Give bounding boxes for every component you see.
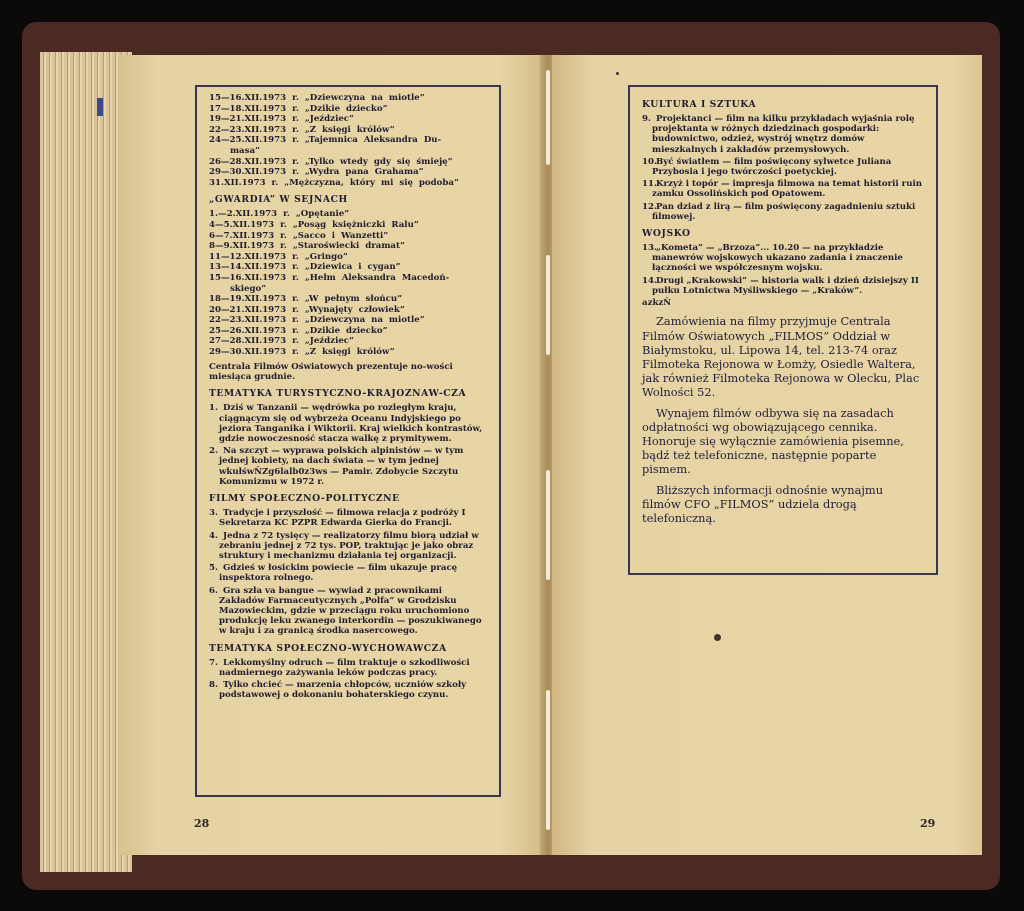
list-item: 31.XII.1973 r. „Mężczyzna, który mi się podoba” [209, 177, 459, 188]
social-heading: FILMY SPOŁECZNO-POLITYCZNE [209, 493, 400, 505]
entry-number: 8. [209, 679, 218, 690]
film-entry [209, 680, 487, 700]
entry-number: 7. [209, 657, 218, 668]
list-item: 29—30.XII.1973 r. „Z księgi królów” [209, 347, 395, 358]
entry-text: Być światłem — film poświęcony sylwetce Juliana Przybosia i jego twórczości poetyckiej. [652, 156, 892, 178]
list-item: 1.—2.XII.1973 r. „Opętanie” [209, 209, 350, 220]
education-heading: TEMATYKA SPOŁECZNO-WYCHOWAWCZA [209, 642, 447, 654]
list-item: 13—14.XII.1973 r. „Dziewica i cygan” [209, 262, 401, 273]
list-item: masa” [209, 145, 260, 156]
entry-text: Krzyż i topór — impresja filmowa na temat historii ruin zamku Ossolińskich pod Opatowem. [652, 179, 922, 200]
list-item: 8—9.XII.1973 r. „Staroświecki dramat” [209, 241, 405, 252]
entry-text: Gra szła va bangue — wywiad z pracownikami Zakładów Farmaceutycznych „Polfa” w Grodzisku Mazowieckim, gdzie w przeciągu roku uruchomiono produkcję leku zwanego interkordin — poszukiwanego w kraju i za granicą środka nasercowego. [219, 585, 482, 637]
entry-text: Pan dziad z lirą — film poświęcony zagadnieniu sztuki filmowej. [652, 201, 916, 222]
film-entry [209, 658, 487, 678]
entry-text: Jedna z 72 tysięcy — realizatorzy filmu biorą udział w zebraniu jednej z 72 tys. POP, traktując je jako obraz struktury i mechanizmu działania tej organizacji. [219, 530, 479, 561]
list-item: 22—23.XII.1973 r. „Z księgi królów” [209, 124, 395, 135]
film-entry [642, 276, 924, 296]
list-item: 20—21.XII.1973 r. „Wynajęty człowiek” [209, 304, 405, 315]
culture-heading: KULTURA I SZTUKA [642, 99, 757, 110]
film-entry [209, 531, 487, 562]
army-heading: WOJSKO [642, 228, 691, 240]
film-entry [642, 243, 924, 274]
entry-number: 10. [642, 156, 657, 167]
left-page-frame [195, 85, 501, 797]
screenings-list-a [209, 93, 487, 188]
film-entry [209, 446, 487, 487]
list-item: 6—7.XII.1973 r. „Sacco i Wanzetti” [209, 230, 389, 241]
film-entry [209, 508, 487, 528]
list-item: 18—19.XII.1973 r. „W pełnym słońcu” [209, 294, 403, 305]
entry-text: Tradycje i przyszłość — filmowa relacja z podróży I Sekretarza KC PZPR Edwarda Gierka do Francji. [219, 508, 466, 529]
order-paragraph: Wynajem filmów odbywa się na zasadach odpłatności wg obowiązującego cennika. Honoruje się wyłącznie zamówienia pisemne, bądź też telefoniczne, następnie poparte pismem. [642, 405, 904, 477]
tourism-heading: TEMATYKA TURYSTYCZNO-KRAJOZNAW-CZA [209, 388, 467, 400]
binding-stitch [546, 690, 550, 830]
right-page [552, 55, 982, 855]
film-entry [209, 586, 487, 637]
ink-spot [714, 634, 721, 641]
list-item: 11—12.XII.1973 r. „Gringo” [209, 251, 348, 262]
list-item: 19—21.XII.1973 r. „Jeździec” [209, 114, 354, 125]
entry-number: 12. [642, 201, 657, 212]
entry-text: Projektanci — film na kilku przykładach wyjaśnia rolę projektanta w różnych dziedzinach gospodarki: budownictwo, odzież, wystrój wnętrz domów mieszkalnych i zakładów przemysłowych. [652, 114, 915, 155]
list-item: 4—5.XII.1973 r. „Posąg księżniczki Ralu” [209, 219, 419, 230]
ink-spot [616, 72, 619, 75]
left-page [118, 55, 546, 855]
binding-stitch [546, 255, 550, 355]
list-item: 27—28.XII.1973 r. „Jeździec” [209, 336, 354, 347]
entry-number: 4. [209, 530, 218, 541]
gwardia-heading: „GWARDIA” W SEJNACH [209, 194, 348, 206]
list-item: 15—16.XII.1973 r. „Hełm Aleksandra Macedoń- [209, 272, 450, 283]
list-item: 29—30.XII.1973 r. „Wydra pana Grahama” [209, 167, 424, 178]
list-item: 25—26.XII.1973 r. „Dzikie dziecko” [209, 325, 388, 336]
screenings-list-b [209, 209, 487, 357]
centrala-note: Centrala Filmów Oświatowych prezentuje no-wości miesiąca grudnie. [209, 361, 453, 383]
film-entry [209, 563, 487, 583]
list-item: 26—28.XII.1973 r. „Tylko wtedy gdy się śmieję” [209, 156, 453, 167]
list-item: 15—16.XII.1973 r. „Dziewczyna na miotle” [209, 93, 425, 103]
entry-text: Drugi „Krakowski” — historia walk i dzień dzisiejszy II pułku Lotnictwa Myśliwskiego — „Kraków”. [652, 275, 919, 296]
film-entry [642, 202, 924, 222]
order-paragraph: Zamówienia na filmy przyjmuje Centrala Filmów Oświatowych „FILMOS” Oddział w Białymstoku, ul. Lipowa 14, tel. 213-74 oraz Filmoteka Rejonowa w Łomży, Osiedle Waltera, jak również Filmoteka Rejonowa w Olecku, Plac Wolności 52. [642, 314, 920, 400]
list-item: 24—25.XII.1973 r. „Tajemnica Aleksandra Du- [209, 135, 442, 146]
entry-number: 2. [209, 446, 218, 457]
list-item: skiego” [209, 283, 267, 294]
film-entry [642, 114, 924, 155]
list-item: 22—23.XII.1973 r. „Dziewczyna na miotle” [209, 315, 425, 326]
entry-number: 3. [209, 508, 218, 519]
film-entry [642, 157, 924, 177]
signature: azkzŇ [642, 298, 672, 309]
binding-stitch [546, 70, 550, 165]
entry-number: 14. [642, 275, 657, 286]
entry-text: Gdzieś w łosickim powiecie — film ukazuje pracę inspektora rolnego. [219, 563, 458, 584]
entry-text: Dziś w Tanzanii — wędrówka po rozległym kraju, ciągnącym się od wybrzeża Oceanu Indyjskiego po jeziora Tanganika i Wiktorii. Kraj wielkich kontrastów, gdzie nowoczesność stacza walkę z prymitywem. [219, 403, 483, 445]
list-item: 17—18.XII.1973 r. „Dzikie dziecko” [209, 103, 388, 114]
binding-stitch [546, 470, 550, 580]
entry-number: 1. [209, 403, 218, 414]
entry-text: „Kometa” — „Brzoza”... 10.20 — na przykładzie manewrów wojskowych ukazano zadania i znaczenie łączności we współczesnym wojsku. [652, 243, 903, 274]
page-number: 28 [194, 817, 210, 830]
entry-number: 6. [209, 585, 218, 596]
order-paragraph: Bliższych informacji odnośnie wynajmu filmów CFO „FILMOS” udziela drogą telefoniczną. [642, 482, 884, 526]
entry-number: 5. [209, 563, 218, 574]
film-entry [209, 403, 487, 444]
page-number: 29 [920, 817, 936, 830]
entry-text: Na szczyt — wyprawa polskich alpinistów — w tym jednej kobiety, na dach świata — w tym jednej wkułśwŇZg6lalb0z3ws — Pamir. Zdobycie Szczytu Komunizmu w 1972 r. [219, 446, 464, 487]
entry-text: Lekkomyślny odruch — film traktuje o szkodliwości nadmiernego zażywania leków podczas pracy. [219, 657, 470, 678]
edge-marker [97, 98, 103, 116]
entry-number: 13. [642, 243, 657, 254]
film-entry [642, 179, 924, 199]
entry-text: Tylko chcieć — marzenia chłopców, uczniów szkoły podstawowej o dokonaniu bohaterskiego czynu. [219, 679, 467, 701]
right-page-frame [628, 85, 938, 575]
entry-number: 9. [642, 114, 651, 124]
entry-number: 11. [642, 179, 657, 190]
